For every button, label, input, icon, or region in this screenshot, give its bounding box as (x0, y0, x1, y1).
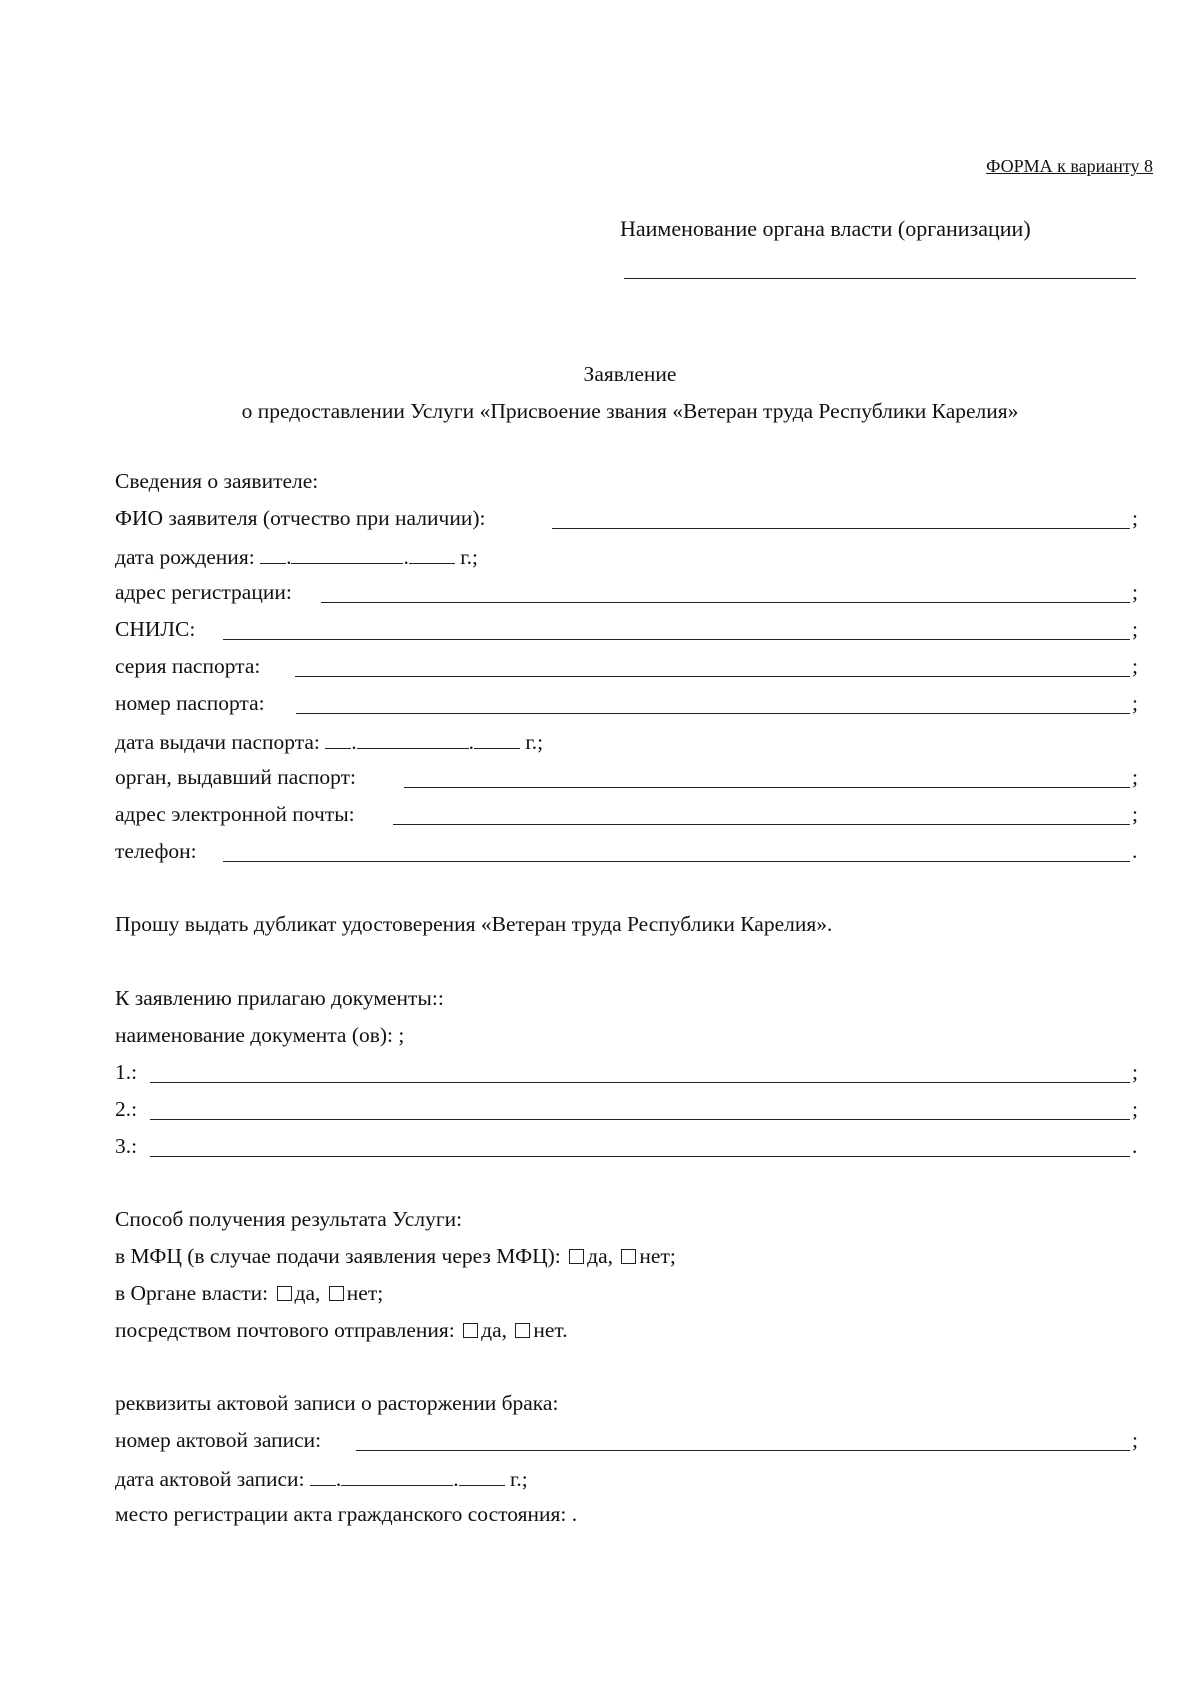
applicant-heading: Сведения о заявителе: (115, 469, 319, 493)
address-label: адрес регистрации: (115, 580, 292, 604)
passport-year-field[interactable] (474, 726, 520, 749)
mfc-yes-label: да, (587, 1244, 614, 1268)
authority-yes-label: да, (294, 1281, 321, 1305)
birth-year-suffix: г.; (460, 545, 478, 569)
passport-issuer-end: ; (1132, 765, 1138, 789)
mfc-no-checkbox[interactable] (621, 1249, 636, 1264)
passport-date-label: дата выдачи паспорта: (115, 730, 320, 754)
document-3-field[interactable] (150, 1156, 1130, 1157)
document-1-field[interactable] (150, 1082, 1130, 1083)
document-title: Заявление (583, 362, 677, 386)
fio-end: ; (1132, 506, 1138, 530)
passport-number-field[interactable] (296, 713, 1130, 714)
fio-field[interactable] (552, 528, 1130, 529)
snils-end: ; (1132, 617, 1138, 641)
record-number-field[interactable] (356, 1450, 1130, 1451)
passport-month-field[interactable] (357, 726, 469, 749)
record-number-label: номер актовой записи: (115, 1428, 322, 1452)
birth-date-label: дата рождения: (115, 545, 255, 569)
delivery-mail-label: посредством почтового отправления: (115, 1318, 455, 1342)
phone-field[interactable] (223, 861, 1130, 862)
authority-yes-checkbox[interactable] (277, 1286, 292, 1301)
divorce-heading: реквизиты актовой записи о расторжении брака: (115, 1391, 559, 1415)
birth-date-group: дата рождения: . . г.; (115, 541, 478, 571)
document-2-field[interactable] (150, 1119, 1130, 1120)
registration-place-label: место регистрации акта гражданского состояния: . (115, 1502, 578, 1526)
record-day-field[interactable] (310, 1463, 336, 1486)
mail-yes-label: да, (481, 1318, 507, 1342)
delivery-mfc-label: в МФЦ (в случае подачи заявления через МФЦ): (115, 1244, 561, 1268)
delivery-heading: Способ получения результата Услуги: (115, 1207, 463, 1231)
mail-no-label: нет. (533, 1318, 568, 1342)
passport-series-field[interactable] (295, 676, 1130, 677)
birth-day-field[interactable] (260, 541, 286, 564)
passport-year-suffix: г.; (525, 730, 544, 754)
document-item-2-label: 2.: (115, 1097, 138, 1121)
passport-date-group: дата выдачи паспорта: . . г.; (115, 726, 543, 756)
document-item-1-label: 1.: (115, 1060, 138, 1084)
document-subtitle: о предоставлении Услуги «Присвоение звания «Ветеран труда Республики Карелия» (241, 399, 1019, 423)
email-label: адрес электронной почты: (115, 802, 355, 826)
form-variant-label: ФОРМА к варианту 8 (986, 156, 1153, 176)
mfc-no-label: нет; (639, 1244, 676, 1268)
delivery-mfc-group (115, 1242, 676, 1270)
snils-field[interactable] (223, 639, 1130, 640)
mail-yes-checkbox[interactable] (463, 1323, 478, 1338)
record-date-label: дата актовой записи: (115, 1467, 305, 1491)
request-text: Прошу выдать дубликат удостоверения «Ветеран труда Республики Карелия». (115, 912, 833, 936)
record-month-field[interactable] (341, 1463, 453, 1486)
authority-no-checkbox[interactable] (329, 1286, 344, 1301)
address-end: ; (1132, 580, 1138, 604)
passport-series-end: ; (1132, 654, 1138, 678)
record-date-group: дата актовой записи: . . г.; (115, 1463, 528, 1493)
email-end: ; (1132, 802, 1138, 826)
snils-label: СНИЛС: (115, 617, 196, 641)
address-field[interactable] (321, 602, 1130, 603)
email-field[interactable] (393, 824, 1130, 825)
passport-day-field[interactable] (325, 726, 351, 749)
passport-number-label: номер паспорта: (115, 691, 265, 715)
document-1-end: ; (1132, 1060, 1138, 1084)
mail-no-checkbox[interactable] (515, 1323, 530, 1338)
phone-label: телефон: (115, 839, 197, 863)
passport-number-end: ; (1132, 691, 1138, 715)
phone-end: . (1132, 839, 1138, 863)
delivery-authority-group (115, 1279, 383, 1307)
documents-heading: К заявлению прилагаю документы:: (115, 986, 444, 1010)
authority-no-label: нет; (346, 1281, 384, 1305)
birth-month-field[interactable] (291, 541, 403, 564)
passport-series-label: серия паспорта: (115, 654, 261, 678)
document-2-end: ; (1132, 1097, 1138, 1121)
delivery-authority-label: в Органе власти: (115, 1281, 269, 1305)
record-year-field[interactable] (459, 1463, 505, 1486)
organization-name-label: Наименование органа власти (организации) (620, 216, 1031, 241)
record-year-suffix: г.; (510, 1467, 528, 1491)
mfc-yes-checkbox[interactable] (569, 1249, 584, 1264)
document-item-3-label: 3.: (115, 1134, 138, 1158)
fio-label: ФИО заявителя (отчество при наличии): (115, 506, 486, 530)
passport-issuer-label: орган, выдавший паспорт: (115, 765, 356, 789)
delivery-mail-group (115, 1316, 568, 1344)
record-number-end: ; (1132, 1428, 1138, 1452)
organization-name-field[interactable] (624, 278, 1136, 279)
document-3-end: . (1132, 1134, 1138, 1158)
passport-issuer-field[interactable] (404, 787, 1130, 788)
birth-year-field[interactable] (409, 541, 455, 564)
documents-name-label: наименование документа (ов): ; (115, 1023, 405, 1047)
